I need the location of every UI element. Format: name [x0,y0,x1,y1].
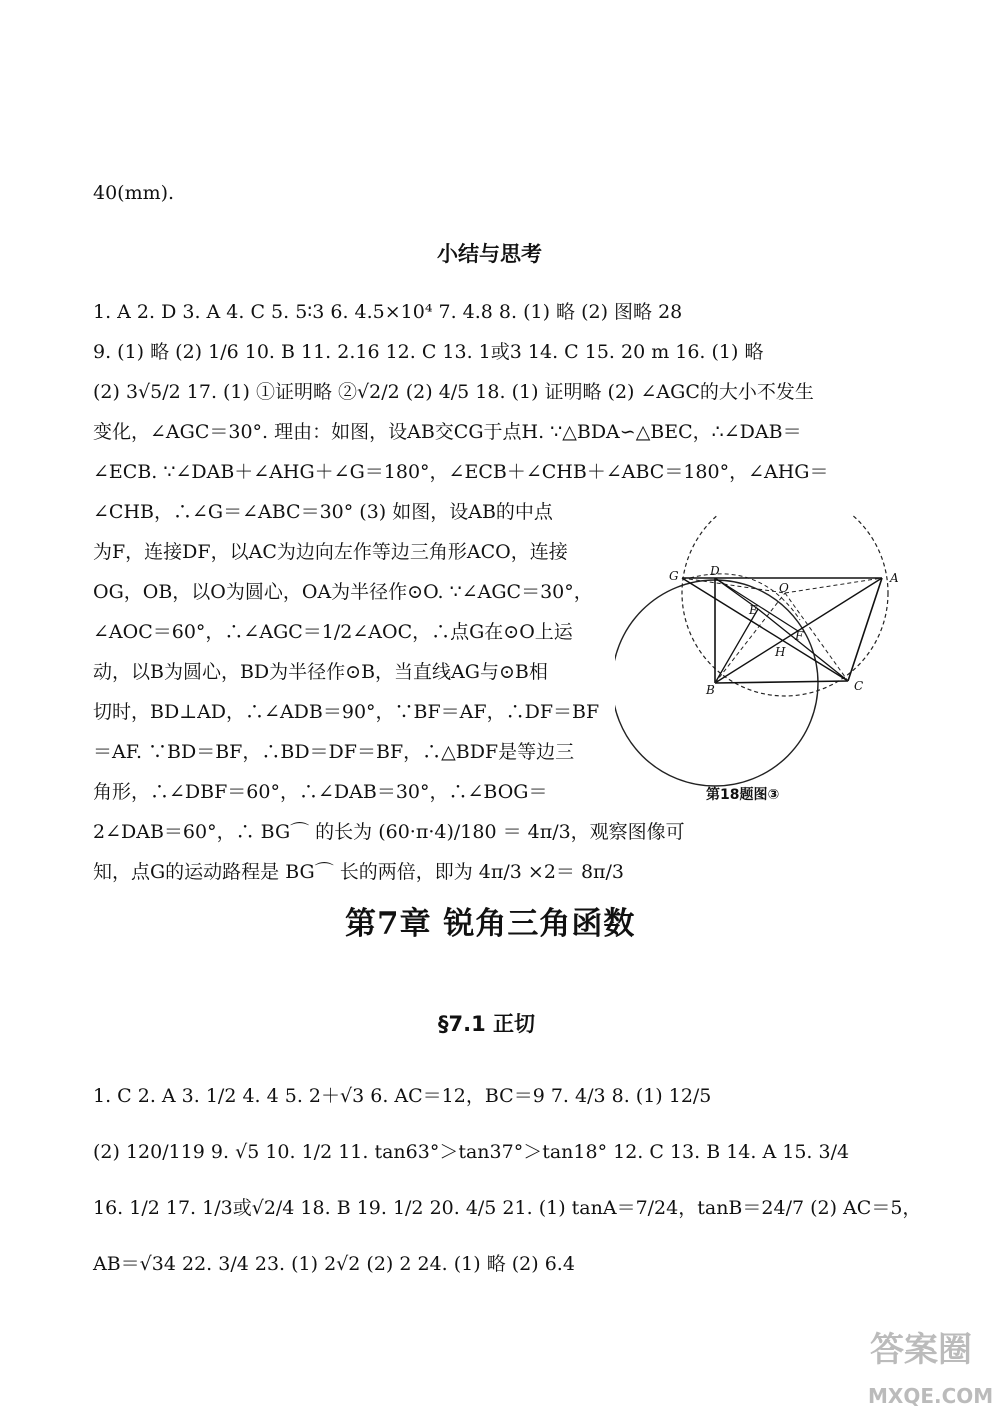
label-h: H [775,645,786,659]
summary-line-7: 为F，连接DF，以AC为边向左作等边三角形ACO，连接 [93,541,568,563]
line-be [715,609,758,683]
summary-line-8: OG，OB，以O为圆心，OA为半径作⊙O. ∵∠AGC＝30°， [93,581,593,603]
summary-line-13: 角形，∴∠DBF＝60°，∴∠DAB＝30°，∴∠BOG＝ [93,781,548,803]
label-b: B [706,683,715,697]
watermark-url: MXQE.COM [868,1384,994,1408]
summary-line-2: 9. (1) 略 (2) 1/6 10. B 11. 2.16 12. C 13. 1或3 14. C 15. 20 m 16. (1) 略 [93,341,764,363]
section-title-tangent: §7.1 正切 [438,1012,536,1036]
figure-caption: 第18题图③ [706,787,780,803]
label-a: A [890,571,899,585]
summary-line-1: 1. A 2. D 3. A 4. C 5. 5∶3 6. 4.5×10⁴ 7. 4.8 8. (1) 略 (2) 图略 28 [93,301,683,323]
line-ec [758,609,848,681]
summary-line-11: 切时，BD⊥AD，∴∠ADB＝90°，∵BF＝AF，∴DF＝BF [93,701,600,723]
tangent-line-1: 1. C 2. A 3. 1/2 4. 4 5. 2＋√3 6. AC＝12，BC＝9 7. 4/3 8. (1) 12/5 [93,1085,712,1107]
section-title-summary: 小结与思考 [437,242,542,266]
label-e: E [749,603,758,617]
label-g: G [669,569,679,583]
label-d: D [710,564,720,578]
summary-line-6: ∠CHB，∴∠G＝∠ABC＝30° (3) 如图，设AB的中点 [93,501,553,523]
top-line-text: 40(mm). [93,182,175,204]
summary-line-3: (2) 3√5/2 17. (1) ①证明略 ②√2/2 (2) 4/5 18. (1) 证明略 (2) ∠AGC的大小不发生 [93,381,814,403]
tangent-line-3: 16. 1/2 17. 1/3或√2/4 18. B 19. 1/2 20. 4/5 21. (1) tanA＝7/24，tanB＝24/7 (2) AC＝5， [93,1197,922,1219]
summary-line-15: 知，点G的运动路程是 BG⌒ 长的两倍，即为 4π/3 ×2＝ 8π/3 [93,861,625,883]
label-f: F [795,629,804,643]
chapter-title: 第7章 锐角三角函数 [345,906,636,942]
watermark-logo: 答案圈 [870,1330,972,1370]
label-c: C [854,679,864,693]
summary-line-14: 2∠DAB＝60°，∴ BG⌒ 的长为 (60·π·4)/180 ＝ 4π/3，观察图像可 [93,821,685,843]
tangent-line-2: (2) 120/119 9. √5 10. 1/2 11. tan63°＞tan37°＞tan18° 12. C 13. B 14. A 15. 3/4 [93,1141,850,1163]
summary-line-10: 动，以B为圆心，BD为半径作⊙B，当直线AG与⊙B相 [93,661,548,683]
line-bc [715,681,848,683]
tangent-line-4: AB＝√34 22. 3/4 23. (1) 2√2 (2) 2 24. (1) 略 (2) 6.4 [93,1253,575,1275]
summary-line-4: 变化，∠AGC＝30°. 理由：如图，设AB交CG于点H. ∵△BDA∽△BEC，∴∠DAB＝ [93,421,802,443]
circle-o [682,515,888,696]
label-o: O [779,581,789,595]
line-ac [848,578,882,681]
geometry-figure-18 [615,515,900,790]
summary-line-5: ∠ECB. ∵∠DAB＋∠AHG＋∠G＝180°，∠ECB＋∠CHB＋∠ABC＝180°，∠AHG＝ [93,461,829,483]
summary-line-9: ∠AOC＝60°，∴∠AGC＝1/2∠AOC，∴点G在⊙O上运 [93,621,573,643]
line-oa [785,578,882,593]
summary-line-12: ＝AF. ∵BD＝BF，∴BD＝DF＝BF，∴△BDF是等边三 [93,741,575,763]
tangent-answers-block [93,1068,921,1292]
